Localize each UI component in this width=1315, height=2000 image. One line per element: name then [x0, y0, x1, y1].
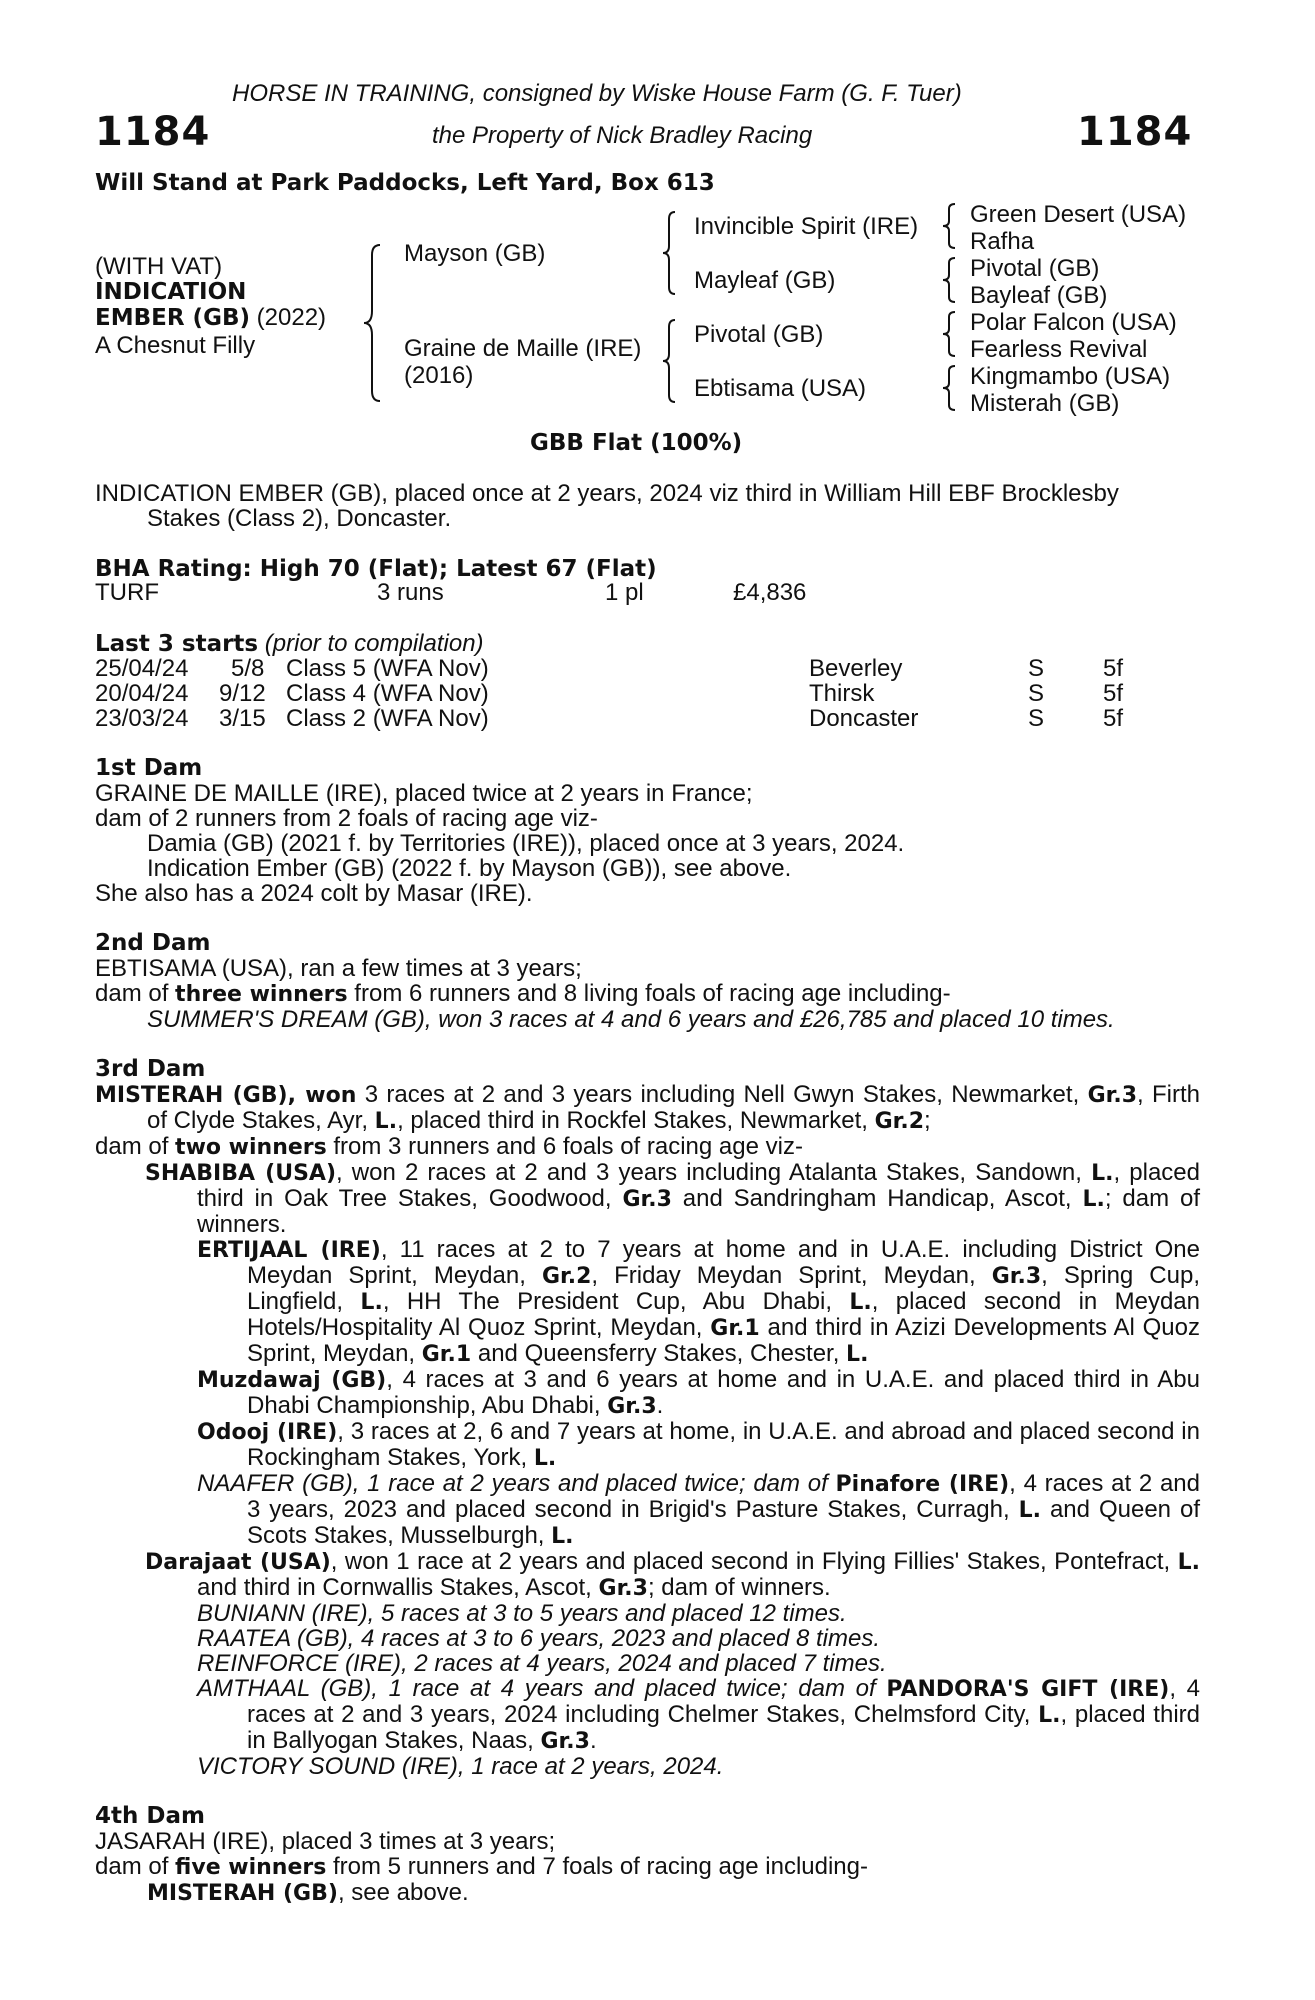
pedigree-g6: Fearless Revival — [970, 336, 1148, 363]
summary-line1: INDICATION EMBER (GB), placed once at 2 years, 2024 viz third in William Hill EBF Brocklesby — [95, 480, 1119, 507]
pedigree-brace-dam — [660, 318, 678, 404]
start-distance: 5f — [1103, 705, 1124, 732]
first-dam-line: GRAINE DE MAILLE (IRE), placed twice at 2 years in France; — [95, 780, 753, 807]
pedigree-g5: Polar Falcon (USA) — [970, 309, 1177, 336]
raatea-entry: RAATEA (GB), 4 races at 3 to 6 years, 2023 and placed 8 times. — [197, 1625, 880, 1652]
fourth-dam-section — [95, 1804, 1200, 1906]
buniann-entry: BUNIANN (IRE), 5 races at 3 to 5 years and placed 12 times. — [197, 1600, 847, 1627]
start-position: 3/15 — [219, 705, 266, 732]
start-course: Beverley — [809, 655, 903, 682]
pedigree-brace-sire — [660, 210, 678, 296]
start-row — [95, 706, 1155, 731]
third-dam-section — [95, 1057, 1200, 1779]
pedigree-sire-sire: Invincible Spirit (IRE) — [694, 213, 919, 240]
pedigree-dam-year: (2016) — [404, 362, 474, 389]
horse-name-line1: INDICATION — [95, 279, 247, 305]
second-dam-section — [95, 931, 1200, 1032]
start-going: S — [1028, 705, 1045, 732]
second-dam-line: dam of three winners from 6 runners and 8 living foals of racing age including- — [95, 980, 951, 1007]
pedigree-sire-dam: Mayleaf (GB) — [694, 267, 836, 294]
lot-number-left: 1184 — [95, 109, 211, 155]
pedigree-g2: Rafha — [970, 228, 1035, 255]
pedigree-dam-sire: Pivotal (GB) — [694, 321, 824, 348]
start-date: 20/04/24 — [95, 680, 189, 707]
location-line: Will Stand at Park Paddocks, Left Yard, Box 613 — [95, 170, 715, 196]
start-date: 25/04/24 — [95, 655, 189, 682]
lot-number-right: 1184 — [1077, 109, 1193, 155]
rating-runs: 3 runs — [377, 579, 444, 606]
victory-sound-entry: VICTORY SOUND (IRE), 1 race at 2 years, 2024. — [197, 1753, 724, 1780]
bha-rating: BHA Rating: High 70 (Flat); Latest 67 (Flat) — [95, 556, 657, 582]
pedigree-dam: Graine de Maille (IRE) — [404, 335, 642, 362]
misterah-entry: MISTERAH (GB), won 3 races at 2 and 3 years including Nell Gwyn Stakes, Newmarket, Gr.3, Firth of Clyde Stakes, Ayr, L., placed third in Rockfel Stakes, Newmarket, Gr.2; — [95, 1081, 1200, 1134]
pedigree-g8: Misterah (GB) — [970, 390, 1120, 417]
start-course: Doncaster — [809, 705, 919, 732]
shabiba-entry: SHABIBA (USA), won 2 races at 2 and 3 years including Atalanta Stakes, Sandown, L., placed third in Oak Tree Stakes, Goodwood, Gr.3 and Sandringham Handicap, Ascot, L.; dam of winners. — [145, 1159, 1200, 1238]
muzdawaj-entry: Muzdawaj (GB), 4 races at 3 and 6 years at home and in U.A.E. and placed third in Abu Dhabi Championship, Abu Dhabi, Gr.3. — [197, 1366, 1201, 1419]
fourth-dam-line: MISTERAH (GB), see above. — [147, 1879, 469, 1906]
first-dam-section — [95, 756, 1200, 906]
rating-earnings: £4,836 — [733, 579, 807, 606]
horse-description: A Chesnut Filly — [95, 332, 256, 359]
fourth-dam-title: 4th Dam — [95, 1803, 205, 1829]
last-starts-title: Last 3 starts — [95, 631, 259, 657]
darajaat-entry: Darajaat (USA), won 1 race at 2 years and placed second in Flying Fillies' Stakes, Pontefract, L. and third in Cornwallis Stakes, Ascot, Gr.3; dam of winners. — [145, 1548, 1200, 1601]
start-row — [95, 656, 1155, 681]
start-going: S — [1028, 655, 1045, 682]
gbb-status: GBB Flat (100%) — [530, 430, 743, 456]
start-row — [95, 681, 1155, 706]
start-position: 9/12 — [219, 680, 266, 707]
start-position: 5/8 — [231, 655, 265, 682]
pedigree-brace-main — [360, 243, 384, 403]
pedigree-sire: Mayson (GB) — [404, 240, 546, 267]
pedigree-dam-dam: Ebtisama (USA) — [694, 375, 867, 402]
last-starts-note: (prior to compilation) — [258, 630, 484, 657]
first-dam-line: dam of 2 runners from 2 foals of racing age viz- — [95, 805, 598, 832]
start-class: Class 2 (WFA Nov) — [286, 705, 489, 732]
start-class: Class 5 (WFA Nov) — [286, 655, 489, 682]
first-dam-line: Indication Ember (GB) (2022 f. by Mayson (GB)), see above. — [147, 855, 792, 882]
first-dam-line: She also has a 2024 colt by Masar (IRE). — [95, 880, 533, 907]
property-line: the Property of Nick Bradley Racing — [432, 122, 813, 149]
odooj-entry: Odooj (IRE), 3 races at 2, 6 and 7 years at home, in U.A.E. and abroad and placed second in Rockingham Stakes, York, L. — [197, 1418, 1200, 1471]
rating-surface: TURF — [95, 579, 159, 606]
start-date: 23/03/24 — [95, 705, 189, 732]
horse-name-line2 — [95, 305, 326, 331]
naafer-entry: NAAFER (GB), 1 race at 2 years and placed twice; dam of Pinafore (IRE), 4 races at 2 and 3 years, 2023 and placed second in Brigid's Pasture Stakes, Curragh, L. and Queen of Scots Stakes, Musselburgh, L. — [197, 1470, 1201, 1549]
start-going: S — [1028, 680, 1045, 707]
summary-line2: Stakes (Class 2), Doncaster. — [147, 505, 452, 532]
pedigree-brace-g1 — [940, 202, 958, 250]
consignor-line: HORSE IN TRAINING, consigned by Wiske House Farm (G. F. Tuer) — [232, 80, 962, 107]
last-starts-heading — [95, 631, 484, 657]
second-dam-title: 2nd Dam — [95, 930, 211, 956]
pedigree-brace-g4 — [940, 364, 958, 412]
pedigree-g1: Green Desert (USA) — [970, 201, 1187, 228]
horse-year: (2022) — [250, 304, 327, 331]
start-distance: 5f — [1103, 655, 1124, 682]
ertijaal-entry: ERTIJAAL (IRE), 11 races at 2 to 7 years at home and in U.A.E. including District One Meydan Sprint, Meydan, Gr.2, Friday Meydan Sprint, Meydan, Gr.3, Spring Cup, Lingfield, L., HH The President Cup, Abu Dhabi, L., placed second in Meydan Hotels/Hospitality Al Quoz Sprint, Meydan, Gr.1 and third in Azizi Developments Al Quoz Sprint, Meydan, Gr.1 and Queensferry Stakes, Chester, L. — [197, 1236, 1201, 1367]
pedigree-brace-g2 — [940, 256, 958, 304]
pedigree-brace-g3 — [940, 310, 958, 358]
first-dam-line: Damia (GB) (2021 f. by Territories (IRE)), placed once at 3 years, 2024. — [147, 830, 905, 857]
last-starts-table — [95, 656, 1155, 731]
horse-name: EMBER (GB) — [95, 305, 250, 331]
start-distance: 5f — [1103, 680, 1124, 707]
race-summary — [95, 481, 1200, 531]
first-dam-title: 1st Dam — [95, 755, 203, 781]
rating-placed: 1 pl — [605, 579, 644, 606]
second-dam-line: EBTISAMA (USA), ran a few times at 3 years; — [95, 955, 582, 982]
amthaal-entry: AMTHAAL (GB), 1 race at 4 years and placed twice; dam of PANDORA'S GIFT (IRE), 4 races at 2 and 3 years, 2024 including Chelmer Stakes, Chelmsford City, L., placed third in Ballyogan Stakes, Naas, Gr.3. — [197, 1675, 1201, 1754]
start-course: Thirsk — [809, 680, 875, 707]
second-dam-line: SUMMER'S DREAM (GB), won 3 races at 4 and 6 years and £26,785 and placed 10 times. — [147, 1006, 1115, 1033]
pedigree-g4: Bayleaf (GB) — [970, 282, 1108, 309]
third-dam-produce-line: dam of two winners from 3 runners and 6 foals of racing age viz- — [95, 1133, 803, 1160]
fourth-dam-line: JASARAH (IRE), placed 3 times at 3 years; — [95, 1828, 556, 1855]
start-class: Class 4 (WFA Nov) — [286, 680, 489, 707]
fourth-dam-line: dam of five winners from 5 runners and 7 foals of racing age including- — [95, 1853, 868, 1880]
reinforce-entry: REINFORCE (IRE), 2 races at 4 years, 2024 and placed 7 times. — [197, 1650, 887, 1677]
pedigree-g3: Pivotal (GB) — [970, 255, 1100, 282]
third-dam-title: 3rd Dam — [95, 1056, 206, 1082]
vat-note: (WITH VAT) — [95, 253, 223, 280]
pedigree-g7: Kingmambo (USA) — [970, 363, 1171, 390]
